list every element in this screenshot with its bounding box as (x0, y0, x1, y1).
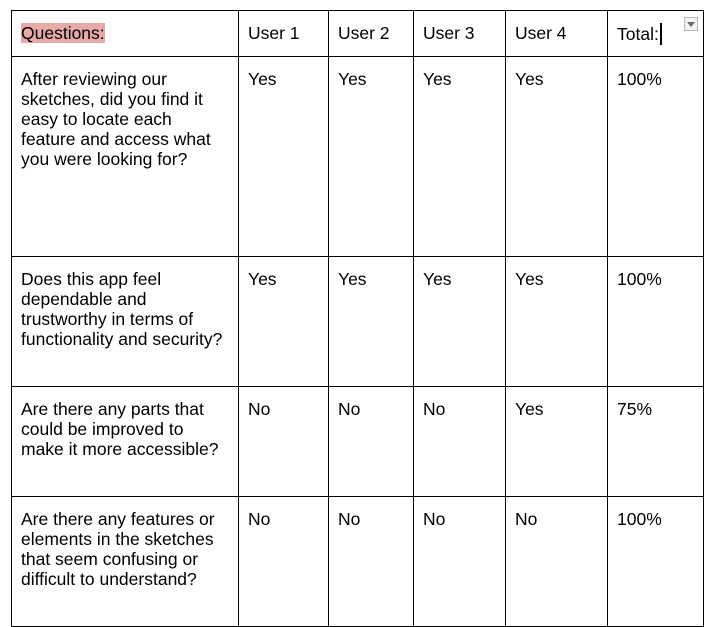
user4-answer-cell[interactable]: Yes (506, 57, 608, 257)
header-cell-questions[interactable] (12, 11, 239, 57)
user3-answer-cell[interactable]: No (414, 387, 506, 497)
table-row (12, 57, 704, 257)
user4-answer-cell[interactable]: No (506, 497, 608, 627)
header-cell-total[interactable] (608, 11, 704, 57)
column-menu-button[interactable] (684, 17, 698, 31)
table-row (12, 387, 704, 497)
user2-answer-cell[interactable]: Yes (329, 57, 414, 257)
user2-answer-cell[interactable]: Yes (329, 257, 414, 387)
questions-header-label: Questions: (21, 23, 105, 43)
total-header-label: Total: (617, 24, 659, 44)
question-cell[interactable]: Does this app feel dependable and trustworthy in terms of functionality and security? (12, 257, 239, 387)
total-cell[interactable]: 100% (608, 257, 704, 387)
user2-answer-cell[interactable]: No (329, 387, 414, 497)
total-cell[interactable]: 100% (608, 57, 704, 257)
text-cursor (660, 23, 662, 45)
header-cell-user4[interactable]: User 4 (506, 11, 608, 57)
table-header-row (12, 11, 704, 57)
user3-answer-cell[interactable]: Yes (414, 257, 506, 387)
user2-answer-cell[interactable]: No (329, 497, 414, 627)
header-cell-user3[interactable]: User 3 (414, 11, 506, 57)
dropdown-arrow-icon (687, 22, 695, 27)
question-cell[interactable]: Are there any parts that could be improved to make it more accessible? (12, 387, 239, 497)
header-cell-user2[interactable]: User 2 (329, 11, 414, 57)
user1-answer-cell[interactable]: Yes (239, 57, 329, 257)
header-cell-user1[interactable]: User 1 (239, 11, 329, 57)
table-row (12, 257, 704, 387)
user1-answer-cell[interactable]: Yes (239, 257, 329, 387)
user1-answer-cell[interactable]: No (239, 387, 329, 497)
user4-answer-cell[interactable]: Yes (506, 387, 608, 497)
question-cell[interactable]: After reviewing our sketches, did you find it easy to locate each feature and access what you were looking for? (12, 57, 239, 257)
user3-answer-cell[interactable]: No (414, 497, 506, 627)
user1-answer-cell[interactable]: No (239, 497, 329, 627)
total-cell[interactable]: 100% (608, 497, 704, 627)
user4-answer-cell[interactable]: Yes (506, 257, 608, 387)
survey-results-table (11, 10, 704, 627)
table-row (12, 497, 704, 627)
user3-answer-cell[interactable]: Yes (414, 57, 506, 257)
total-cell[interactable]: 75% (608, 387, 704, 497)
question-cell[interactable]: Are there any features or elements in the sketches that seem confusing or difficult to understand? (12, 497, 239, 627)
